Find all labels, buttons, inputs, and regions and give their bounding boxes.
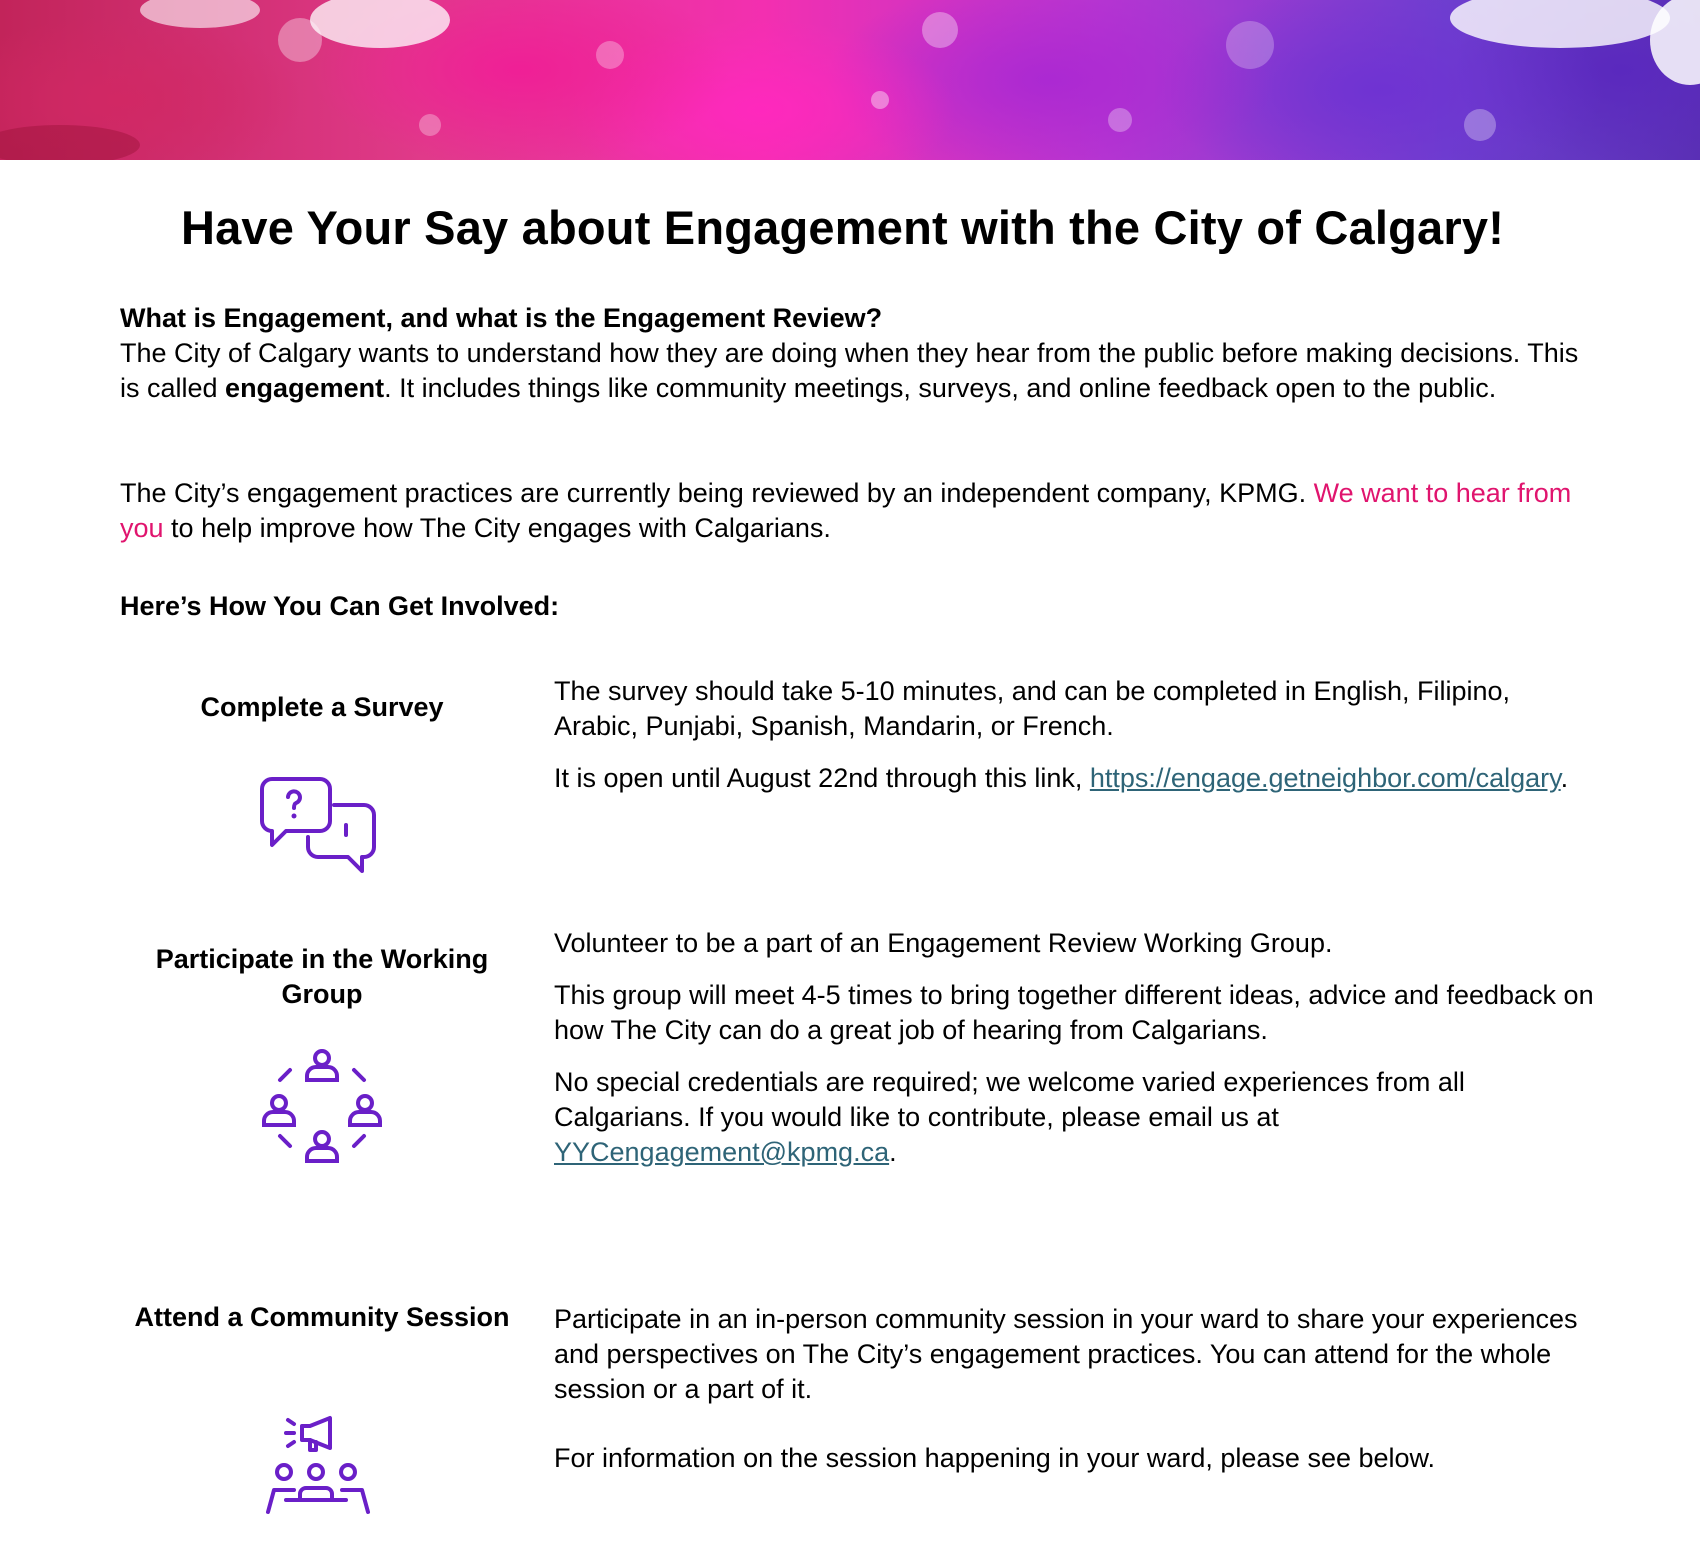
intro-paragraph-1 (120, 336, 1580, 406)
working-group-p2: This group will meet 4-5 times to bring together different ideas, advice and feedback on how The City can do a great job of hearing from Calgarians. (554, 980, 1594, 1045)
working-group-p3-end: . (889, 1137, 897, 1167)
survey-p2-end: . (1560, 763, 1569, 793)
group-circle-icon (262, 1046, 382, 1166)
email-link[interactable]: YYCengagement@kpmg.ca (554, 1137, 890, 1167)
megaphone-audience-icon (264, 1414, 384, 1514)
survey-link[interactable]: https://engage.getneighbor.com/calgary (1089, 763, 1561, 793)
survey-p2 (554, 761, 1594, 796)
intro-paragraph-2 (120, 476, 1580, 546)
survey-title: Complete a Survey (200, 692, 444, 722)
working-group-p1: Volunteer to be a part of an Engagement Review Working Group. (554, 928, 1333, 958)
community-session-p2: For information on the session happening in your ward, please see below. (554, 1443, 1436, 1473)
intro-p1-text-end: . It includes things like community meetings, surveys, and online feedback open to the public. (384, 373, 1497, 403)
intro-p2-highlight: We want to hear from you (120, 478, 1572, 543)
community-session-description (554, 1302, 1594, 1493)
involved-heading: Here’s How You Can Get Involved: (120, 591, 560, 621)
intro-p1-text: The City of Calgary wants to understand how they are doing when they hear from the public before making decisions. This is called (120, 338, 1579, 403)
header-banner (0, 0, 1700, 160)
survey-p1: The survey should take 5-10 minutes, and can be completed in English, Filipino, Arabic, Punjabi, Spanish, Mandarin, or French. (554, 676, 1511, 741)
speech-bubbles-icon (260, 775, 385, 875)
community-session-title: Attend a Community Session (134, 1302, 510, 1332)
working-group-p3-text: No special credentials are required; we welcome varied experiences from all Calgarians. If you would like to contribute, please email us at (554, 1067, 1465, 1132)
intro-p2-text-end: to help improve how The City engages with Calgarians. (163, 513, 831, 543)
community-session-p1: Participate in an in-person community session in your ward to share your experiences and perspectives on The City’s engagement practices. You can attend for the whole session or a part of it. (554, 1304, 1578, 1404)
intro-p2-text: The City’s engagement practices are currently being reviewed by an independent company, KPMG. (120, 478, 1314, 508)
working-group-title: Participate in the Working Group (155, 944, 489, 1009)
intro-p1-bold: engagement (225, 373, 385, 403)
survey-description (554, 674, 1594, 813)
working-group-description (554, 926, 1594, 1187)
page-title: Have Your Say about Engagement with the City of Calgary! (180, 201, 1505, 254)
watercolor-splash-icon (0, 0, 1700, 160)
survey-p2-text: It is open until August 22nd through this link, (554, 763, 1090, 793)
intro-heading: What is Engagement, and what is the Engagement Review? (120, 303, 883, 333)
working-group-p3 (554, 1065, 1594, 1170)
